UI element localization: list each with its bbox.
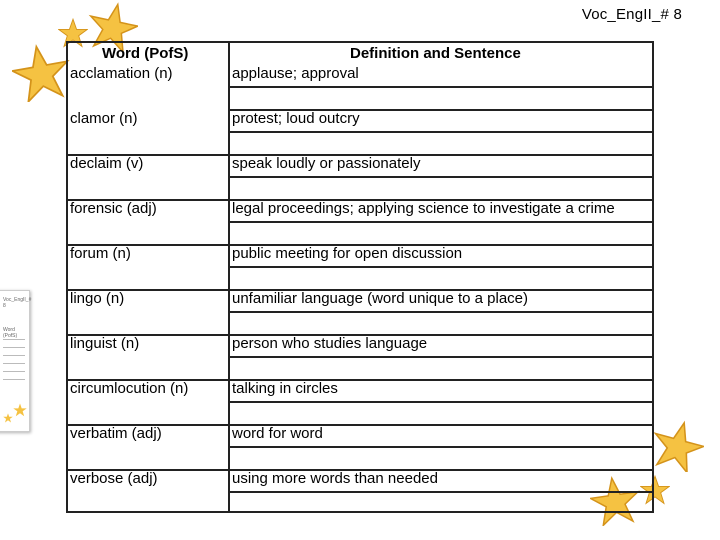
- slide-thumbnail: [0, 290, 30, 432]
- table-row: [68, 380, 652, 425]
- table-row: [68, 155, 652, 200]
- vocab-word: linguist (n): [70, 335, 140, 352]
- table-row: [68, 245, 652, 290]
- vocab-definition: legal proceedings; applying science to investigate a crime: [232, 200, 615, 217]
- thumbnail-title: Voc_EngII_# 8: [3, 297, 32, 309]
- table-row: [68, 290, 652, 335]
- vocab-definition: using more words than needed: [232, 470, 438, 487]
- table-row: [68, 200, 652, 245]
- vocabulary-table: [66, 41, 654, 513]
- vocab-definition: person who studies language: [232, 335, 428, 352]
- star-icon: [3, 413, 13, 423]
- vocab-definition: applause; approval: [232, 65, 359, 82]
- vocab-word: verbose (adj): [70, 470, 158, 487]
- vocab-word: forum (n): [70, 245, 131, 262]
- star-icon: [12, 44, 70, 102]
- vocab-definition: word for word: [232, 425, 323, 442]
- table-header: [68, 43, 652, 65]
- star-icon: [652, 420, 704, 472]
- vocab-word: clamor (n): [70, 110, 138, 127]
- vocab-definition: unfamiliar language (word unique to a place): [232, 290, 529, 307]
- star-icon: [13, 403, 27, 417]
- vocab-definition: protest; loud outcry: [232, 110, 360, 127]
- table-row: [68, 425, 652, 470]
- table-row: [68, 65, 652, 110]
- vocab-word: circumlocution (n): [70, 380, 189, 397]
- vocab-word: declaim (v): [70, 155, 144, 172]
- table-row: [68, 335, 652, 380]
- table-row: [68, 470, 652, 515]
- word-column-header: Word (PofS): [102, 45, 189, 62]
- vocab-word: acclamation (n): [70, 65, 173, 82]
- vocab-word: verbatim (adj): [70, 425, 162, 442]
- definition-column-header: Definition and Sentence: [350, 45, 521, 62]
- vocab-definition: talking in circles: [232, 380, 338, 397]
- vocab-definition: public meeting for open discussion: [232, 245, 463, 262]
- thumbnail-subtitle: Word (PofS): [3, 327, 18, 339]
- vocab-word: lingo (n): [70, 290, 125, 307]
- vocab-definition: speak loudly or passionately: [232, 155, 421, 172]
- page-label: Voc_EngII_# 8: [581, 6, 682, 23]
- vocab-word: forensic (adj): [70, 200, 157, 217]
- table-row: [68, 110, 652, 155]
